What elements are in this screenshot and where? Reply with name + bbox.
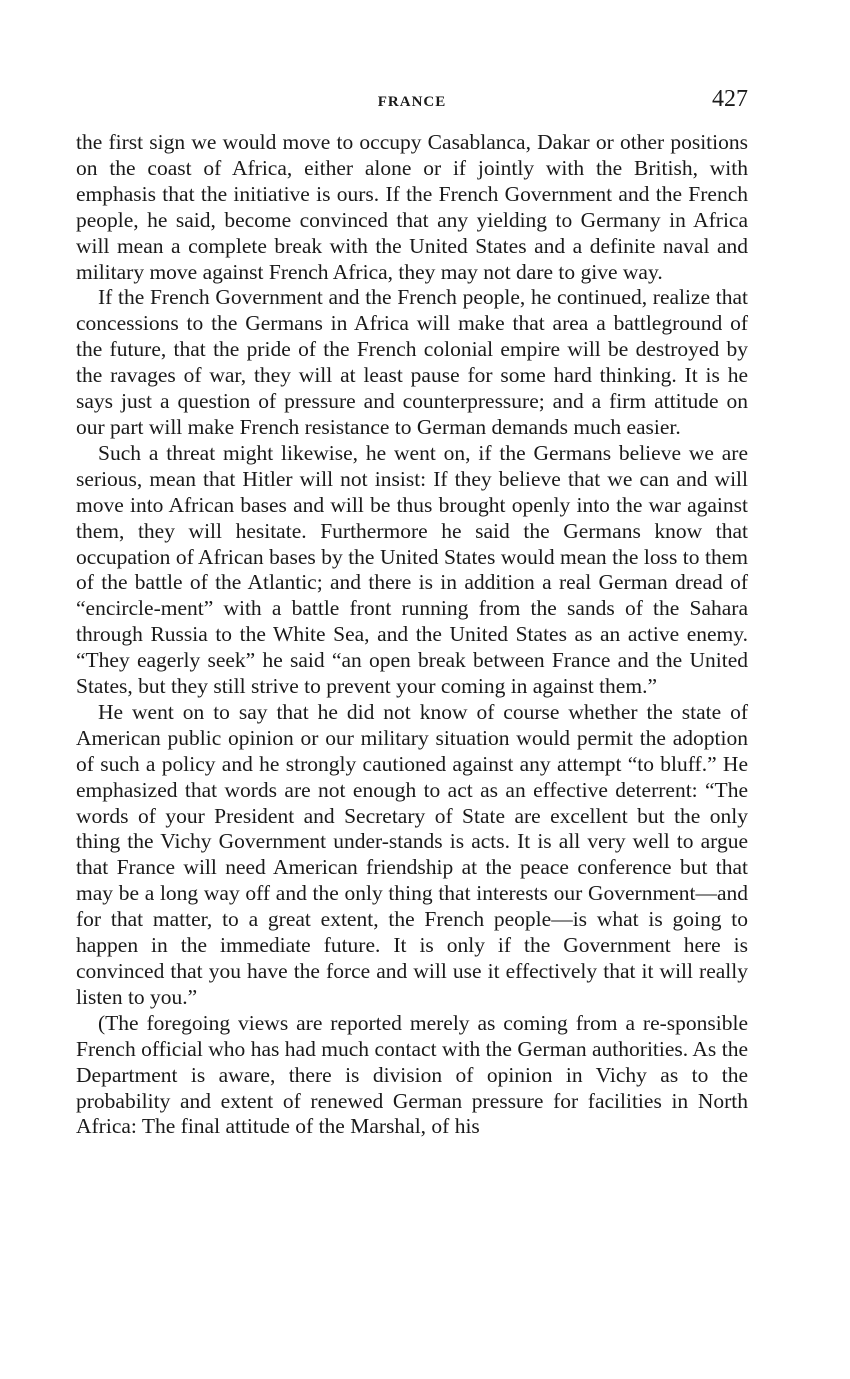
page-number: 427 [712,86,748,112]
page-header [76,86,748,118]
paragraph: Such a threat might likewise, he went on, if the Germans believe we are serious, mean that Hitler will not insist: If they believe that we can and will move into African bases and will be thus brought openly into the war against them, they will hesitate. Furthermore he said the Germans know that occupation of African bases by the United States would mean the loss to them of the battle of the Atlantic; and there is in addition a real German dread of “encircle-ment” with a battle front running from the sands of the Sahara through Russia to the White Sea, and the United States as an active enemy. “They eagerly seek” he said “an open break between France and the United States, but they still strive to prevent your coming in against them.” [76,440,748,699]
running-head: FRANCE [377,94,447,110]
paragraph: (The foregoing views are reported merely as coming from a re-sponsible French official who has had much contact with the German authorities. As the Department is aware, there is division of opinion in Vichy as to the probability and extent of renewed German pressure for facilities in North Africa: The final attitude of the Marshal, of his [76,1010,748,1139]
paragraph: He went on to say that he did not know of course whether the state of American public opinion or our military situation would permit the adoption of such a policy and he strongly cautioned against any attempt “to bluff.” He emphasized that words are not enough to act as an effective deterrent: “The words of your President and Secretary of State are excellent but the only thing the Vichy Government under-stands is acts. It is all very well to argue that France will need American friendship at the peace conference but that may be a long way off and the only thing that interests our Government—and for that matter, to a great extent, the French people—is what is going to happen in the immediate future. It is only if the Government here is convinced that you have the force and will use it effectively that it will really listen to you.” [76,699,748,1009]
paragraph: If the French Government and the French people, he continued, realize that concessions to the Germans in Africa will make that area a battleground of the future, that the pride of the French colonial empire will be destroyed by the ravages of war, they will at least pause for some hard thinking. It is he says just a question of pressure and counterpressure; and a firm attitude on our part will make French resistance to German demands much easier. [76,285,748,439]
body-text [76,130,748,1140]
paragraph-continued: the first sign we would move to occupy Casablanca, Dakar or other positions on the coast of Africa, either alone or if jointly with the British, with emphasis that the initiative is ours. If the French Government and the French people, he said, become convinced that any yielding to Germany in Africa will mean a complete break with the United States and a definite naval and military move against French Africa, they may not dare to give way. [76,130,748,284]
